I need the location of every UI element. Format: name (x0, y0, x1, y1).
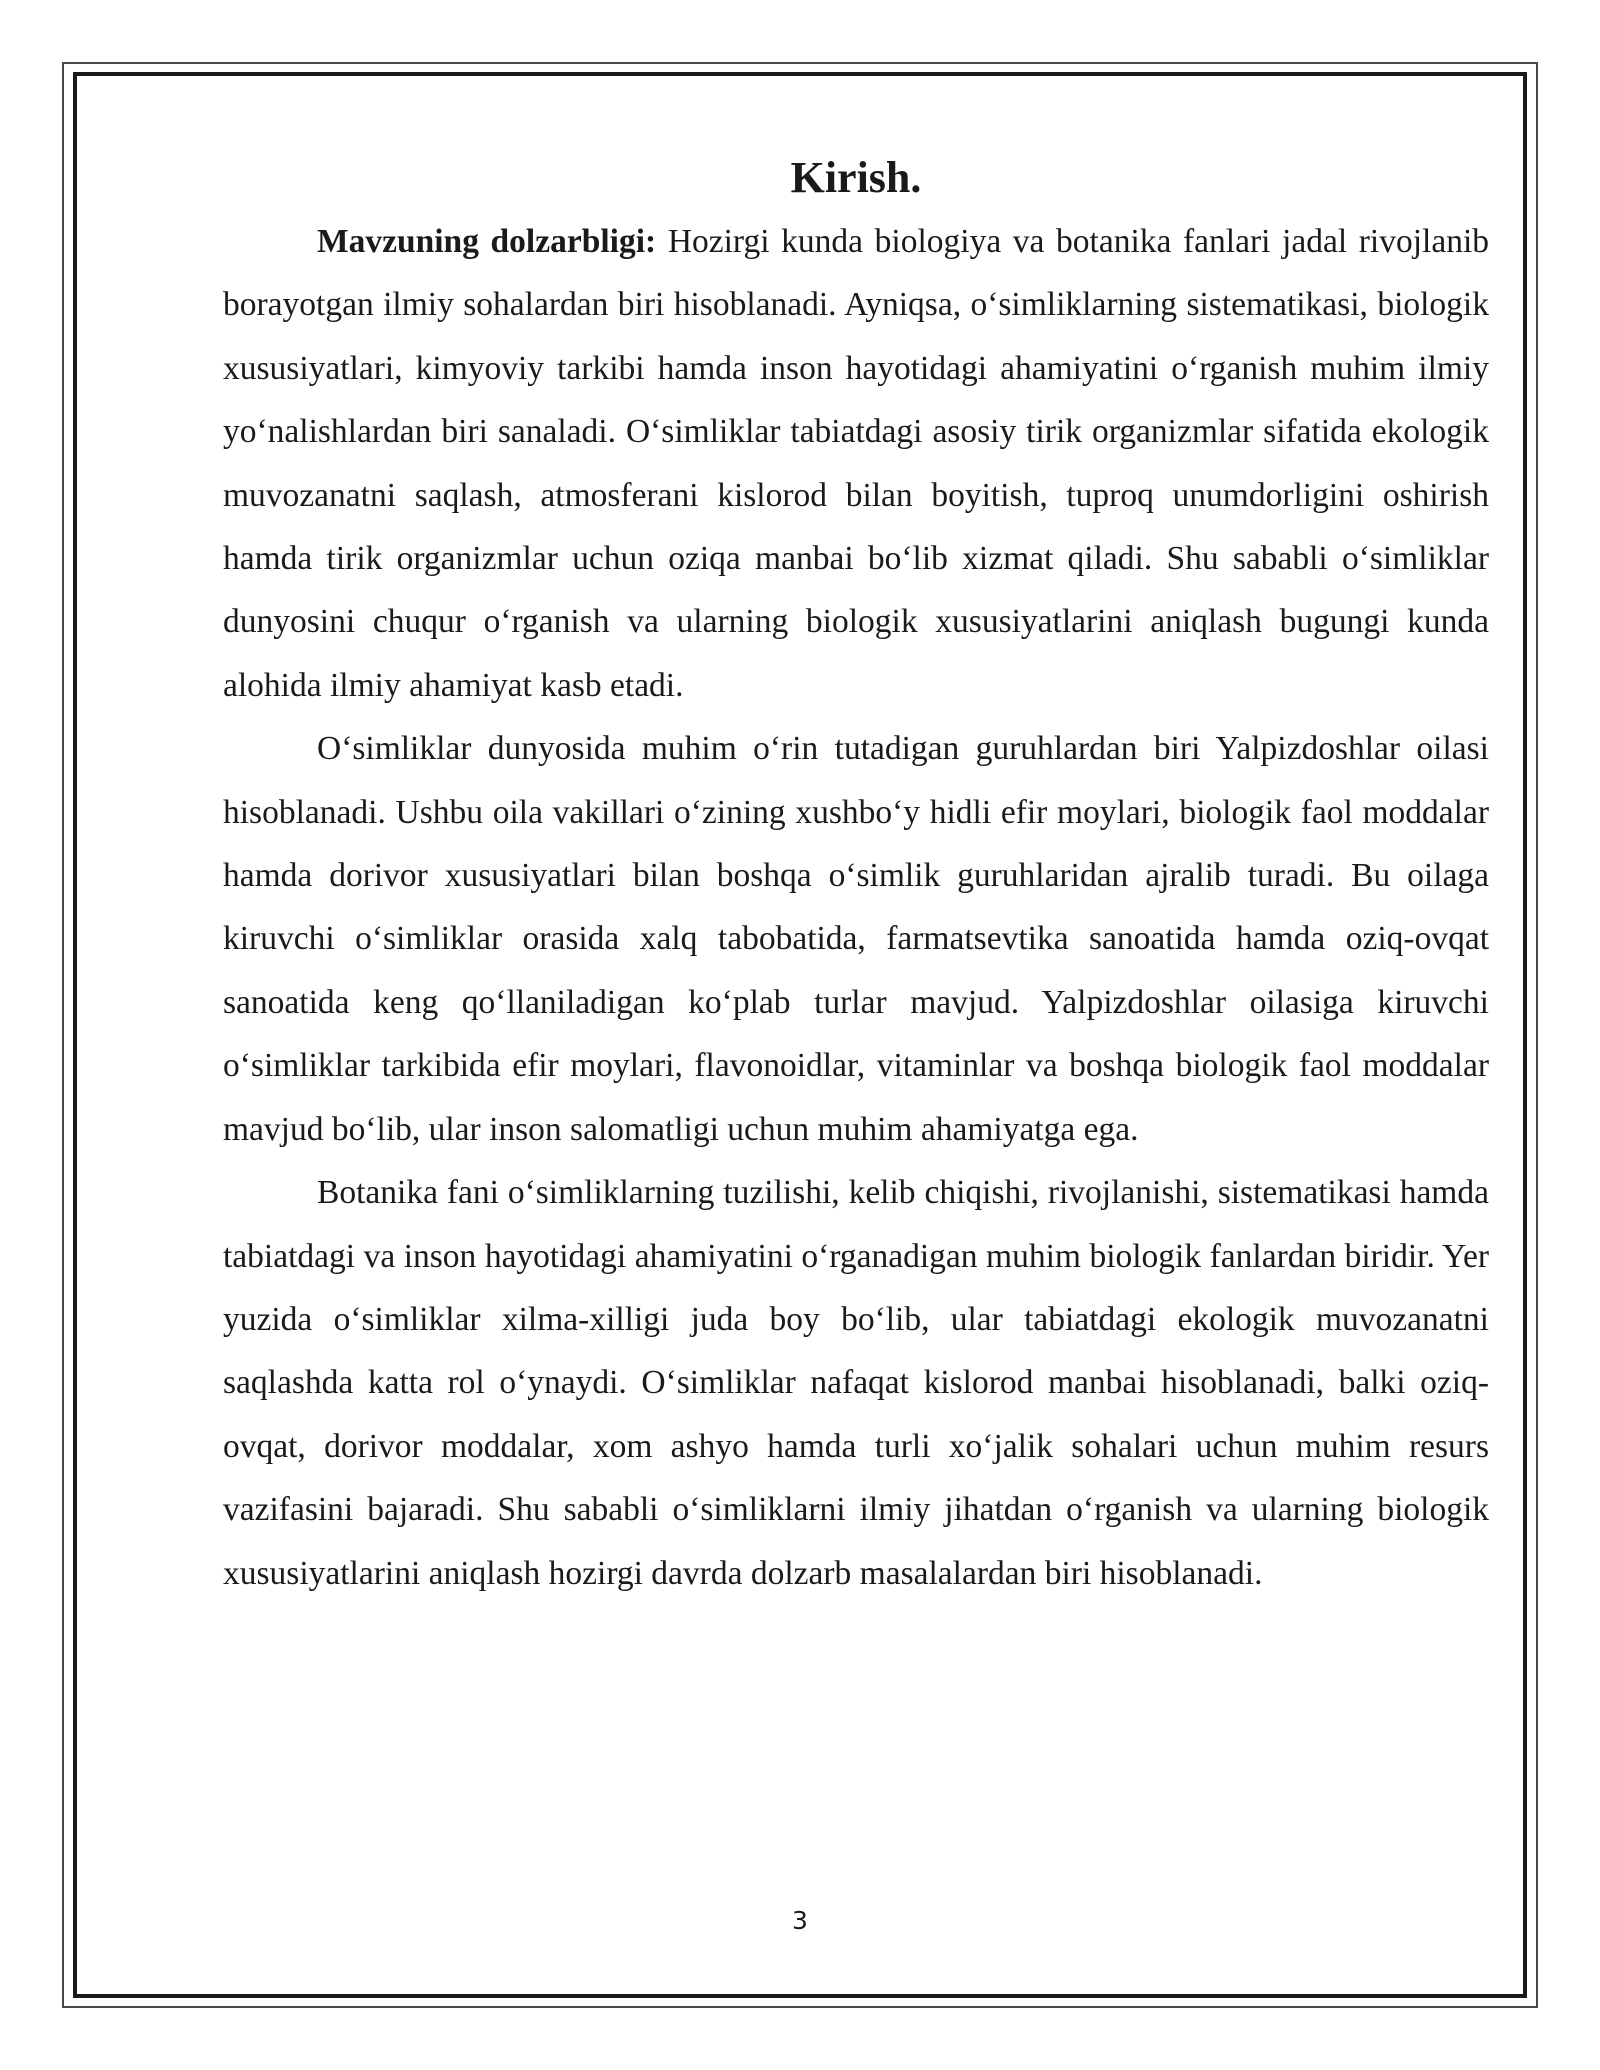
paragraph-lead: Mavzuning dolzarbligi: (317, 223, 657, 260)
paragraph-text: Hozirgi kunda biologiya va botanika fanlari jadal rivojlanib borayotgan ilmiy sohalardan biri hisoblanadi. Ayniqsa, oʻsimliklarning sistematikasi, biologik xususiyatlari, kimyoviy tarkibi hamda inson hayotidagi ahamiyatini oʻrganish muhim ilmiy yoʻnalishlardan biri sanaladi. Oʻsimliklar tabiatdagi asosiy tirik organizmlar sifatida ekologik muvozanatni saqlash, atmosferani kislorod bilan boyitish, tuproq unumdorligini oshirish hamda tirik organizmlar uchun oziqa manbai boʻlib xizmat qiladi. Shu sababli oʻsimliklar dunyosini chuqur oʻrganish va ularning biologik xususiyatlarini aniqlash bugungi kunda alohida ilmiy ahamiyat kasb etadi. (223, 223, 1489, 704)
page-number: 3 (792, 1906, 808, 1935)
paragraph-botany: Botanika fani oʻsimliklarning tuzilishi, kelib chiqishi, rivojlanishi, sistematikasi hamda tabiatdagi va inson hayotidagi ahamiyatini oʻrganadigan muhim biologik fanlardan biridir. Yer yuzida oʻsimliklar xilma-xilligi juda boy boʻlib, ular tabiatdagi ekologik muvozanatni saqlashda katta rol oʻynaydi. Oʻsimliklar nafaqat kislorod manbai hisoblanadi, balki oziq-ovqat, dorivor moddalar, xom ashyo hamda turli xoʻjalik sohalari uchun muhim resurs vazifasini bajaradi. Shu sababli oʻsimliklarni ilmiy jihatdan oʻrganish va ularning biologik xususiyatlarini aniqlash hozirgi davrda dolzarb masalalardan biri hisoblanadi. (223, 1174, 1489, 1592)
document-body (223, 148, 1489, 1605)
paragraph-relevance (223, 210, 1489, 717)
document-title: Kirish. (790, 153, 922, 202)
paragraph-lamiaceae: Oʻsimliklar dunyosida muhim oʻrin tutadigan guruhlardan biri Yalpizdoshlar oilasi hisoblanadi. Ushbu oila vakillari oʻzining xushboʻy hidli efir moylari, biologik faol moddalar hamda dorivor xususiyatlari bilan boshqa oʻsimlik guruhlaridan ajralib turadi. Bu oilaga kiruvchi oʻsimliklar orasida xalq tabobatida, farmatsevtika sanoatida hamda oziq-ovqat sanoatida keng qoʻllaniladigan koʻplab turlar mavjud. Yalpizdoshlar oilasiga kiruvchi oʻsimliklar tarkibida efir moylari, flavonoidlar, vitaminlar va boshqa biologik faol moddalar mavjud boʻlib, ular inson salomatligi uchun muhim ahamiyatga ega. (223, 730, 1489, 1148)
